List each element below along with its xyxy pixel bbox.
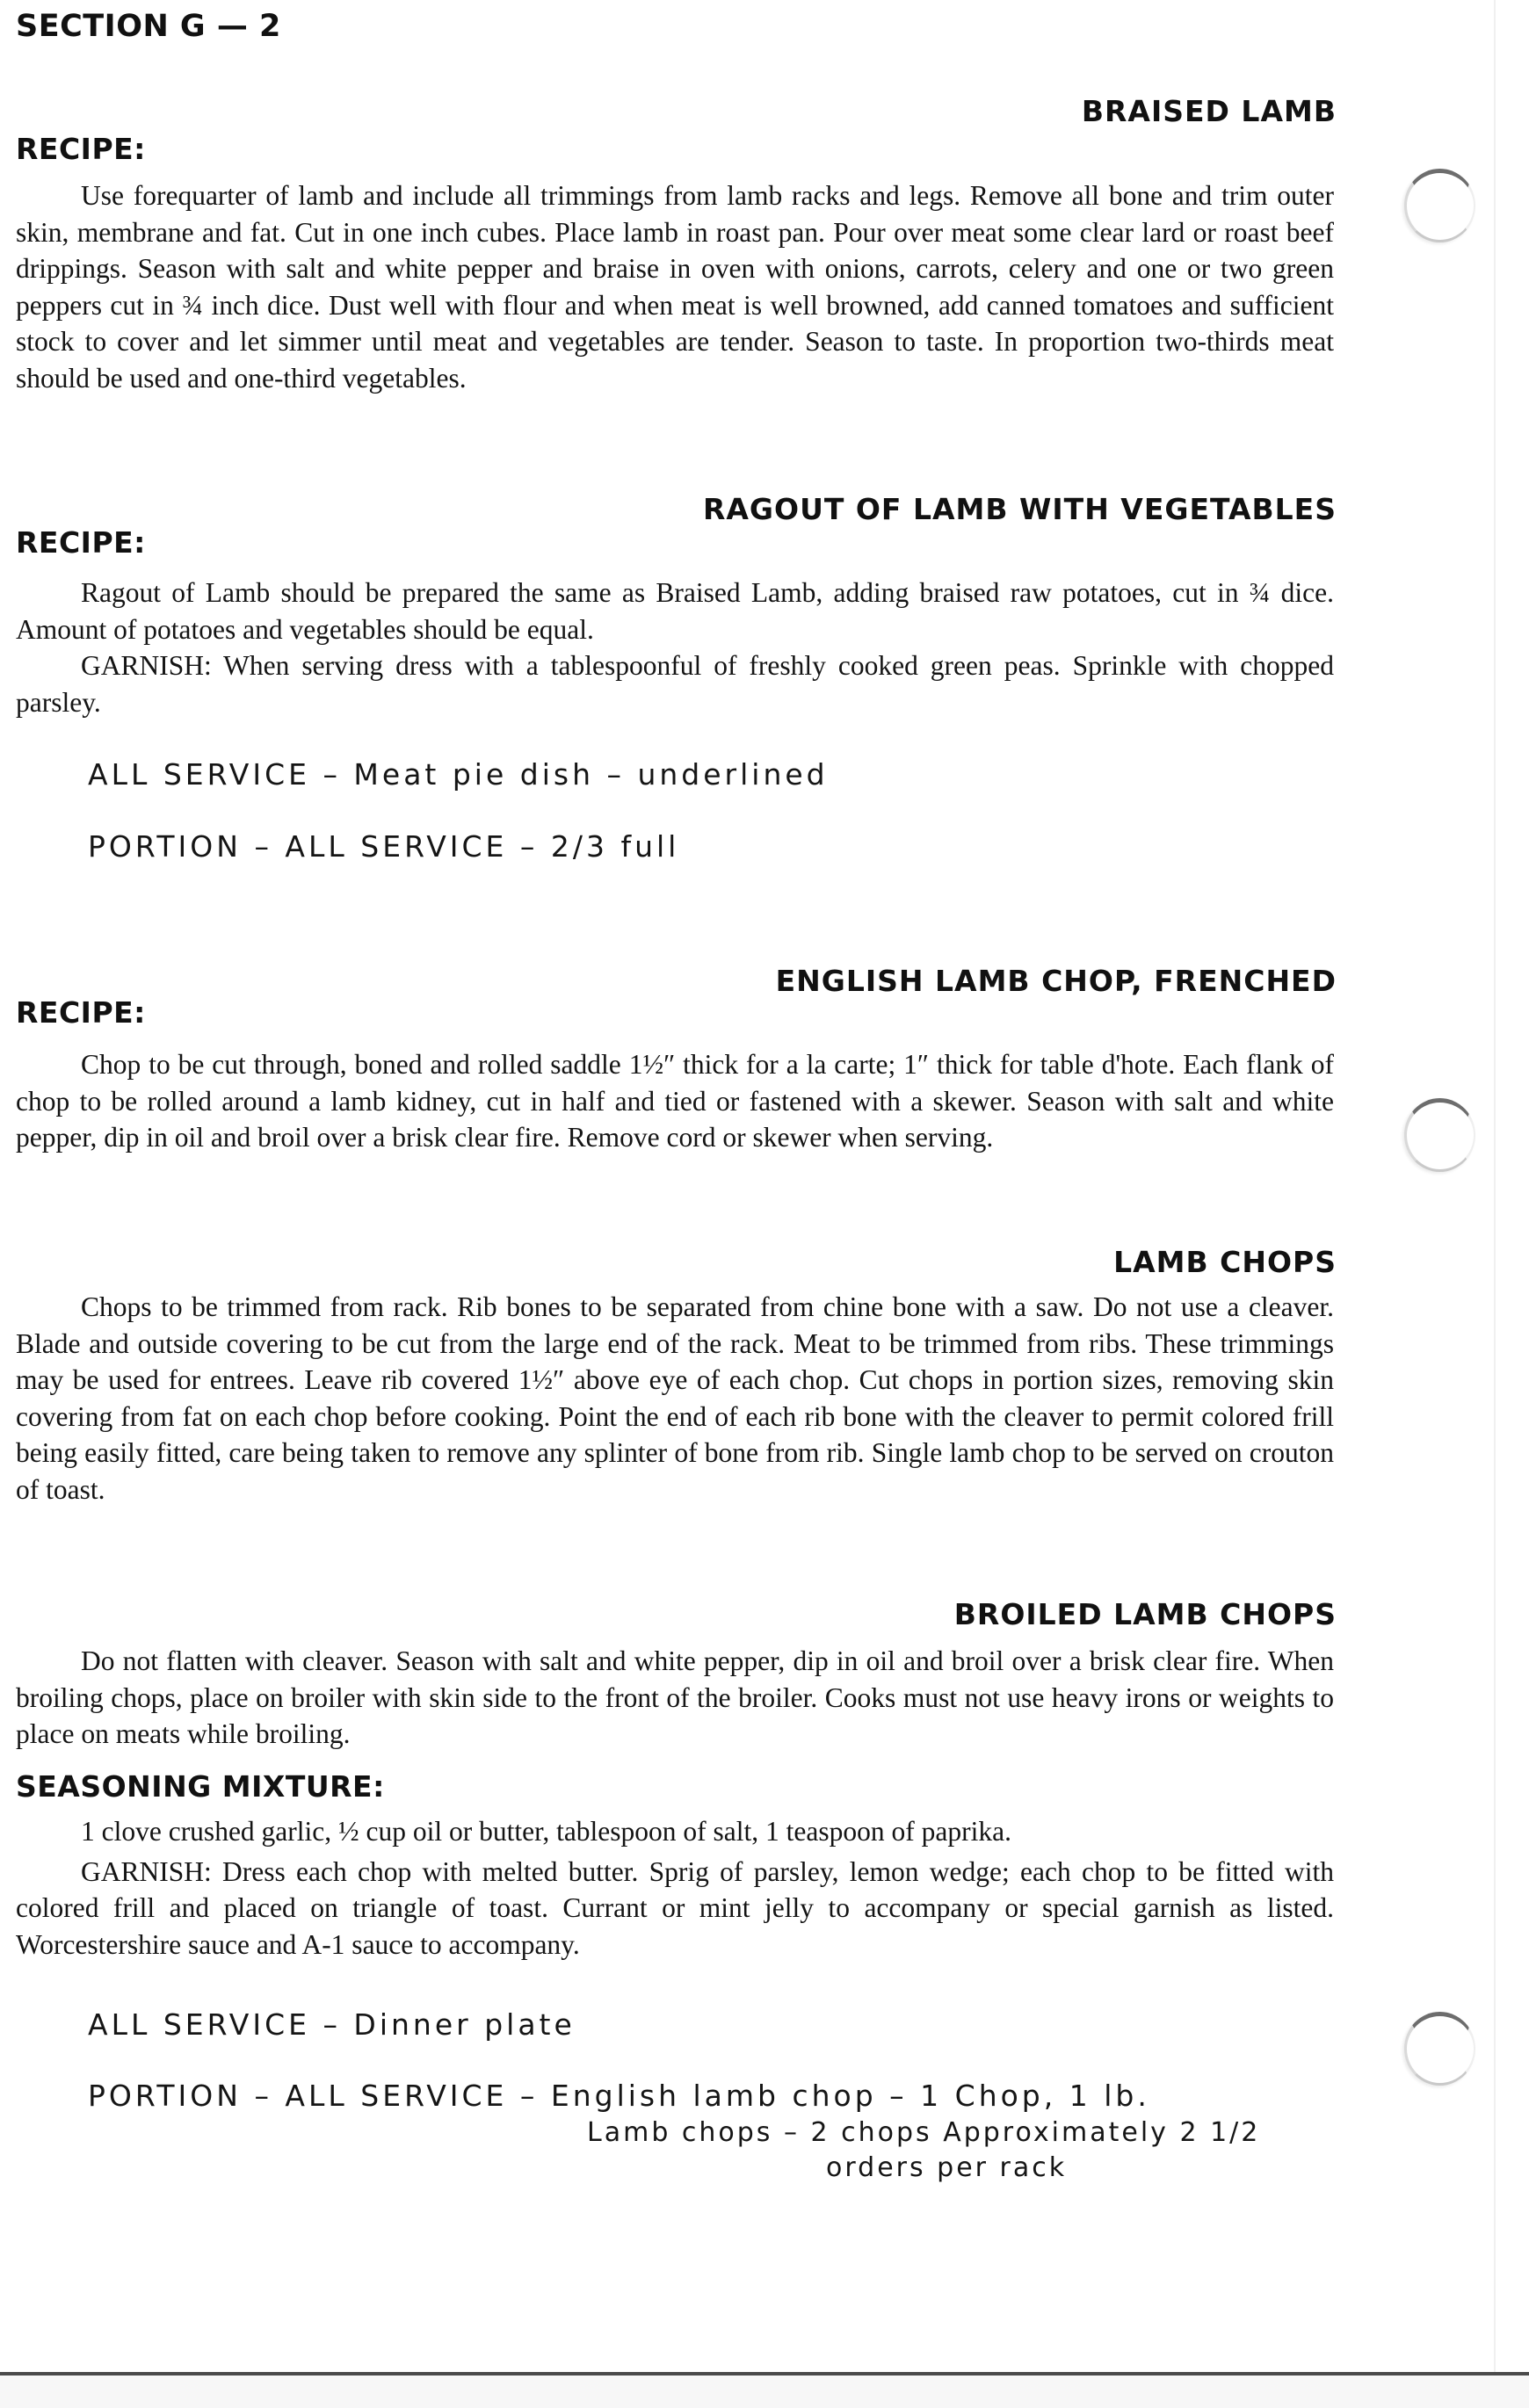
scanner-background [0,2375,1529,2408]
ragout-recipe-label: RECIPE: [16,525,146,560]
ragout-garnish: GARNISH: When serving dress with a tablespoonful of freshly cooked green peas. Sprinkle with chopped parsley. [16,650,1334,718]
ragout-title: RAGOUT OF LAMB WITH VEGETABLES [702,492,1337,526]
english-chop-text [16,1046,1334,1156]
broiled-chops-paragraph: Do not flatten with cleaver. Season with salt and white pepper, dip in oil and broil over a brisk clear fire. When broiling chops, place on broiler with skin side to the front of the broiler. Cooks must not use heavy irons or weights to place on meats while broiling. [16,1645,1334,1749]
broiled-chops-text [16,1643,1334,1753]
broiled-chops-title: BROILED LAMB CHOPS [953,1597,1337,1631]
broiled-chops-garnish: GARNISH: Dress each chop with melted butter. Sprig of parsley, lemon wedge; each chop to be fitted with colored frill and placed on triangle of toast. Currant or mint jelly to accompany or special garnish as listed. Worcestershire sauce and A-1 sauce to accompany. [16,1855,1334,1960]
broiled-chops-portion-line2: Lamb chops – 2 chops Approximately 2 1/2 [587,2117,1261,2148]
braised-lamb-title: BRAISED LAMB [1081,94,1337,128]
ragout-portion: PORTION – ALL SERVICE – 2/3 full [88,829,680,864]
seasoning-paragraph: 1 clove crushed garlic, ½ cup oil or butter, tablespoon of salt, 1 teaspoon of paprika. [81,1816,1011,1847]
lamb-chops-text [16,1289,1334,1508]
lamb-chops-paragraph: Chops to be trimmed from rack. Rib bones to be separated from chine bone with a saw. Do not use a cleaver. Blade and outside covering to be cut from the large end of the rack. Meat to be trimmed from ribs. These trimmings may be used for entrees. Leave rib covered 1½″ above eye of each chop. Cut chops in portion sizes, removing skin covering from fat on each chop before cooking. Point the end of each rib bone with the cleaver to permit colored frill being easily fitted, care being taken to remove any splinter of bone from rib. Single lamb chop to be served on crouton of toast. [16,1291,1334,1505]
broiled-chops-portion-line3: orders per rack [826,2152,1068,2183]
ragout-paragraph: Ragout of Lamb should be prepared the same as Braised Lamb, adding braised raw potatoes, cut in ¾ dice. Amount of potatoes and vegetables should be equal. [16,577,1334,645]
braised-lamb-text [16,177,1334,396]
broiled-chops-service: ALL SERVICE – Dinner plate [88,2007,576,2042]
seasoning-text [16,1813,1334,1963]
binder-hole-bottom [1404,2012,1475,2086]
english-chop-recipe-label: RECIPE: [16,995,146,1030]
lamb-chops-title: LAMB CHOPS [1113,1245,1337,1279]
english-chop-paragraph: Chop to be cut through, boned and rolled saddle 1½″ thick for a la carte; 1″ thick for table d'hote. Each flank of chop to be rolled around a lamb kidney, cut in half and tied or fastened with a skewer. Season with salt and white pepper, dip in oil and broil over a brisk clear fire. Remove cord or skewer when serving. [16,1049,1334,1153]
broiled-chops-portion: PORTION – ALL SERVICE – English lamb chop – 1 Chop, 1 lb. [88,2079,1150,2113]
braised-lamb-recipe-label: RECIPE: [16,132,146,166]
english-chop-title: ENGLISH LAMB CHOP, FRENCHED [775,964,1337,998]
binder-hole-top [1404,169,1475,242]
seasoning-mixture-label: SEASONING MIXTURE: [16,1769,385,1804]
page-right-edge [1494,0,1496,2372]
binder-hole-middle [1404,1098,1475,1172]
section-label: SECTION G — 2 [16,9,281,44]
braised-lamb-paragraph: Use forequarter of lamb and include all trimmings from lamb racks and legs. Remove all bone and trim outer skin, membrane and fat. Cut in one inch cubes. Place lamb in roast pan. Pour over meat some clear lard or roast beef drippings. Season with salt and white pepper and braise in oven with onions, carrots, celery and one or two green peppers cut in ¾ inch dice. Dust well with flour and when meat is well browned, add canned tomatoes and sufficient stock to cover and let simmer until meat and vegetables are tender. Season to taste. In proportion two-thirds meat should be used and one-third vegetables. [16,180,1334,394]
ragout-text [16,575,1334,720]
ragout-service: ALL SERVICE – Meat pie dish – underlined [88,757,829,792]
